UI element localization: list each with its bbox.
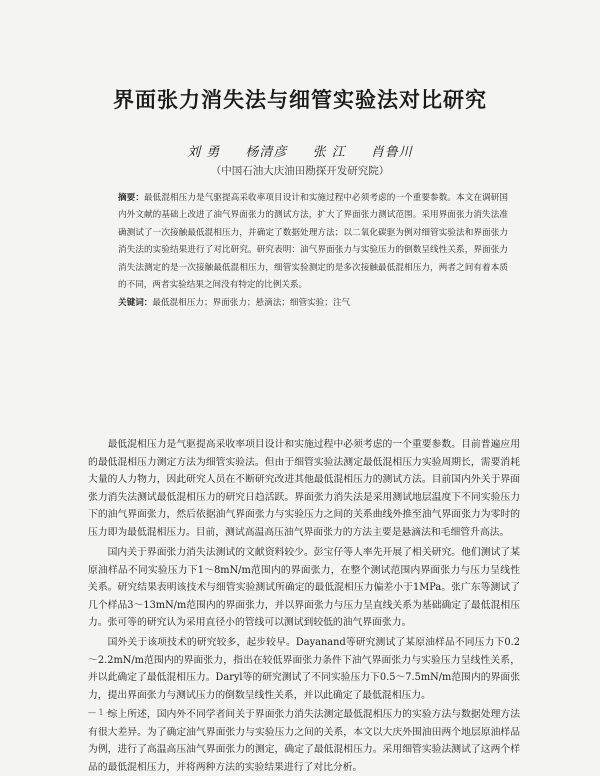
keywords-label: 关键词： [118,298,153,308]
paper-title: 界面张力消失法与细管实验法对比研究 [113,88,487,112]
abstract-text: 最低混相压力是气驱提高采收率项目设计和实施过程中必须考虑的一个重要参数。本文在调研国内外文献的基础上改进了油气界面张力的测试方法，扩大了界面张力测试范围。采用界面张力消失法准确测试了一次接触最低混相压力，并确定了数据处理方法；以二氧化碳驱为例对细管实验法和界面张力消失法的实验结果进行了对比研究。研究表明：油气界面张力与实验压力的倒数呈线性关系，界面张力消失法测定的是一次接触最低混相压力，细管实验测定的是多次接触最低混相压力，两者之间有着本质的不同，两者实验结果之间没有特定的比例关系。 [118,193,508,291]
abstract-label: 摘要： [118,193,145,203]
body-paragraph: 最低混相压力是气驱提高采收率项目设计和实施过程中必须考虑的一个重要参数。目前普遍应用的最低混相压力测定方法为细管实验法。但由于细管实验法测定最低混相压力实验周期长，需要消耗大量的人力物力，因此研究人员在不断研究改进其他最低混相压力的测试方法。目前国内外关于界面张力消失法测试最低混相压力的研究日趋活跃。界面张力消失法是采用测试地层温度下不同实验压力下的油气界面张力，然后依据油气界面张力与实验压力之间的关系曲线外推至油气界面张力为零时的压力即为最低混相压力。目前，测试高温高压油气界面张力的方法主要是悬滴法和毛细管升高法。 [88,439,520,538]
author-list [0,141,600,160]
body-paragraph: 国外关于该项技术的研究较多，起步较早。Dayanand等研究测试了某原油样品不同压力下0.2～2.2mN/m范围内的界面张力，指出在较低界面张力条件下油气界面张力与实验压力呈线性关系，并以此确定了最低混相压力。Daryl等的研究测试了不同实验压力下0.5～7.5mN/m范围内的界面张力，提出界面张力与测试压力的倒数呈线性关系，并以此确定了最低混相压力。 [88,637,520,701]
author-name: 肖鲁川 [370,145,413,160]
author-name: 刘 勇 [187,145,221,160]
body-paragraph: 国内关于界面张力消失法测试的文献资料较少。彭宝仔等人率先开展了相关研究。他们测试了某原油样品不同实验压力下1～8mN/m范围内的界面张力，在整个测试范围内界面张力与压力呈线性关系。研究结果表明该技术与细管实验测试所确定的最低混相压力偏差小于1MPa。张广东等测试了几个样品3～13mN/m范围内的界面张力，并以界面张力与压力呈直线关系为基础确定了最低混相压力。张可等的研究认为采用直径小的管线可以测试到较低的油气界面张力。 [88,547,520,629]
keywords-text: 最低混相压力；界面张力；悬滴法；细管实验；注气 [152,298,351,308]
affiliation: （中国石油大庆油田勘探开发研究院） [210,165,390,177]
page-marker: — 1 — [88,708,115,717]
author-name: 张 江 [312,145,346,160]
abstract [118,190,508,294]
keywords [118,296,508,308]
body-paragraph: 综上所述，国内外不同学者间关于界面张力消失法测定最低混相压力的实验方法与数据处理方法有很大差异。为了确定油气界面张力与实验压力之间的关系，本文以大庆外围油田两个地层原油样品为例，进行了高温高压油气界面张力的测定，确定了最低混相压力。采用细管实验法测试了这两个样品的最低混相压力，并将两种方法的实验结果进行了对比分析。 [88,709,520,773]
author-name: 杨清彦 [245,145,288,160]
